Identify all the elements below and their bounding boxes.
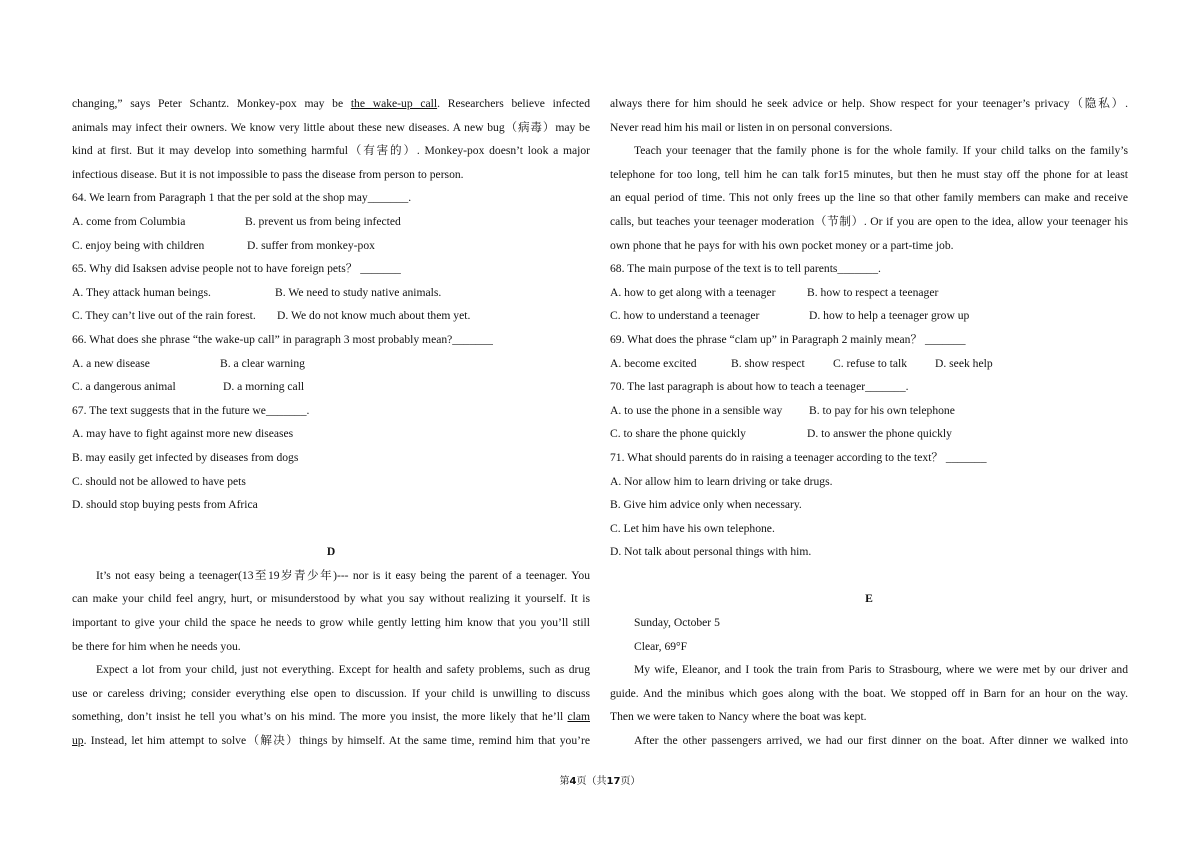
- option-d: D. a morning call: [223, 380, 305, 394]
- page-number: 4: [569, 776, 577, 787]
- option-b: B. prevent us from being infected: [245, 214, 401, 228]
- option-a: A. become excited: [610, 356, 697, 370]
- question-69-options: [610, 352, 1128, 376]
- passage-d-line: something, don’t insist he tell you what’s on his mind. The more you insist, the more likely that he’ll clam: [72, 710, 590, 724]
- passage-d-line: be there for him when he needs you.: [72, 639, 241, 653]
- passage-d-line: an equal period of time. This not only frees up the line so that other family members can make and receive: [610, 191, 1128, 205]
- question-68-stem: 68. The main purpose of the text is to tell parents_______.: [610, 262, 881, 276]
- option-a: A. to use the phone in a sensible way: [610, 403, 783, 417]
- question-70-options: [610, 399, 1128, 423]
- underlined-phrase: clam: [567, 710, 590, 724]
- diary-weather: Clear, 69°F: [634, 639, 688, 653]
- option-c: C. how to understand a teenager: [610, 309, 760, 323]
- question-70-options: [610, 422, 1128, 446]
- option-a: A. come from Columbia: [72, 214, 186, 228]
- page-footer: 第4页（共17页）: [559, 776, 641, 787]
- passage-e-line: Then we were taken to Nancy where the boat was kept.: [610, 710, 867, 724]
- passage-c-line: kind at first. But it may develop into something harmful（有害的）. Monkey-pox doesn’t look a major: [72, 144, 590, 158]
- passage-e-line: After the other passengers arrived, we had our first dinner on the boat. After dinner we walked into: [634, 734, 1128, 748]
- question-66-stem: 66. What does she phrase “the wake-up call” in paragraph 3 most probably mean?_______: [72, 332, 493, 346]
- option-b: B. Give him advice only when necessary.: [610, 498, 802, 512]
- option-c: C. enjoy being with children: [72, 238, 205, 252]
- question-65-stem: 65. Why did Isaksen advise people not to have foreign pets？ _______: [72, 262, 401, 276]
- option-d: D. suffer from monkey-pox: [247, 238, 375, 252]
- passage-d-line: calls, but teaches your teenager moderation（节制）. Or if you are open to the idea, allow your teenager his: [610, 214, 1128, 228]
- underlined-phrase: the wake-up call: [350, 97, 438, 110]
- question-64-options: [72, 210, 590, 234]
- option-c: C. refuse to talk: [833, 356, 908, 370]
- passage-d-line: up. Instead, let him attempt to solve（解决）things by himself. At the same time, remind him that you’re: [72, 734, 590, 748]
- passage-d-line: Teach your teenager that the family phone is for the whole family. If your child talks on the family’s: [634, 144, 1128, 158]
- option-d: D. should stop buying pests from Africa: [72, 498, 258, 512]
- option-d: D. Not talk about personal things with him.: [610, 545, 812, 559]
- question-70-stem: 70. The last paragraph is about how to teach a teenager_______.: [610, 380, 909, 394]
- option-d: D. how to help a teenager grow up: [809, 309, 970, 323]
- passage-d-line: It’s not easy being a teenager(13至19岁青少年)--- nor is it easy being the parent of a teenager. You: [96, 568, 590, 582]
- passage-d-line: can make your child feel angry, hurt, or misunderstood by what you say without realizing it yourself. It is: [72, 592, 590, 606]
- option-d: D. We do not know much about them yet.: [277, 309, 471, 323]
- left-column: [72, 92, 590, 753]
- right-column: [610, 92, 1128, 753]
- option-c: C. to share the phone quickly: [610, 427, 746, 441]
- option-c: C. They can’t live out of the rain forest.: [72, 309, 256, 323]
- option-a: A. a new disease: [72, 356, 150, 370]
- option-b: B. how to respect a teenager: [807, 285, 939, 299]
- option-a: A. They attack human beings.: [72, 285, 211, 299]
- passage-c-line: infectious disease. But it is not impossible to pass the disease from person to person.: [72, 167, 464, 181]
- question-71-stem: 71. What should parents do in raising a teenager according to the text？ _______: [610, 450, 987, 464]
- option-a: A. how to get along with a teenager: [610, 285, 776, 299]
- spacer: [72, 517, 590, 541]
- question-66-options: [72, 375, 590, 399]
- option-d: D. to answer the phone quickly: [807, 427, 952, 441]
- passage-d-line: always there for him should he seek advice or help. Show respect for your teenager’s privacy（隐私）.: [610, 97, 1128, 110]
- option-b: B. show respect: [731, 356, 805, 370]
- question-66-options: [72, 352, 590, 376]
- option-b: B. We need to study native animals.: [275, 285, 442, 299]
- passage-d-line: important to give your child the space he needs to grow while gently letting him know that you you’ll still: [72, 616, 590, 630]
- passage-c-line: animals may infect their owners. We know very little about these new diseases. A new bug（病毒）may be: [72, 120, 590, 134]
- passage-d-line: Never read him his mail or listen in on personal conversions.: [610, 120, 893, 134]
- option-c: C. a dangerous animal: [72, 380, 176, 394]
- diary-date: Sunday, October 5: [634, 616, 720, 630]
- option-b: B. a clear warning: [220, 356, 305, 370]
- passage-e-line: My wife, Eleanor, and I took the train from Paris to Strasbourg, where we were met by our driver and: [634, 663, 1128, 677]
- passage-d-line: own phone that he pays for with his own pocket money or a part-time job.: [610, 238, 954, 252]
- section-heading-d: D: [326, 545, 336, 559]
- passage-d-line: Expect a lot from your child, just not everything. Except for health and safety problems, such as drug: [96, 663, 590, 677]
- question-64-options: [72, 234, 590, 258]
- option-c: C. should not be allowed to have pets: [72, 474, 246, 488]
- spacer: [610, 564, 1128, 588]
- question-68-options: [610, 281, 1128, 305]
- option-d: D. seek help: [935, 356, 993, 370]
- question-69-stem: 69. What does the phrase “clam up” in Paragraph 2 mainly mean？ _______: [610, 332, 966, 346]
- option-b: B. to pay for his own telephone: [809, 403, 955, 417]
- passage-e-line: guide. And the minibus which goes along with the boat. We stopped off in Barn for an hour on the way.: [610, 686, 1128, 700]
- section-heading-e: E: [865, 592, 873, 606]
- underlined-phrase: up: [72, 734, 84, 748]
- question-65-options: [72, 304, 590, 328]
- option-a: A. may have to fight against more new diseases: [72, 427, 294, 441]
- option-b: B. may easily get infected by diseases from dogs: [72, 450, 299, 464]
- question-67-stem: 67. The text suggests that in the future we_______.: [72, 403, 310, 417]
- question-64-stem: 64. We learn from Paragraph 1 that the per sold at the shop may_______.: [72, 191, 412, 205]
- passage-d-line: use or careless driving; consider everything else open to discussion. If your child is unwilling to discuss: [72, 686, 590, 700]
- passage-c-line: changing,” says Peter Schantz. Monkey-pox may be the wake-up call. Researchers believe infected: [72, 97, 590, 110]
- question-65-options: [72, 281, 590, 305]
- page-total: 17: [606, 776, 621, 787]
- option-c: C. Let him have his own telephone.: [610, 521, 775, 535]
- option-a: A. Nor allow him to learn driving or take drugs.: [610, 474, 833, 488]
- passage-d-line: telephone for too long, tell him he can talk for15 minutes, but then he must stay off the phone for at least: [610, 167, 1128, 181]
- question-68-options: [610, 304, 1128, 328]
